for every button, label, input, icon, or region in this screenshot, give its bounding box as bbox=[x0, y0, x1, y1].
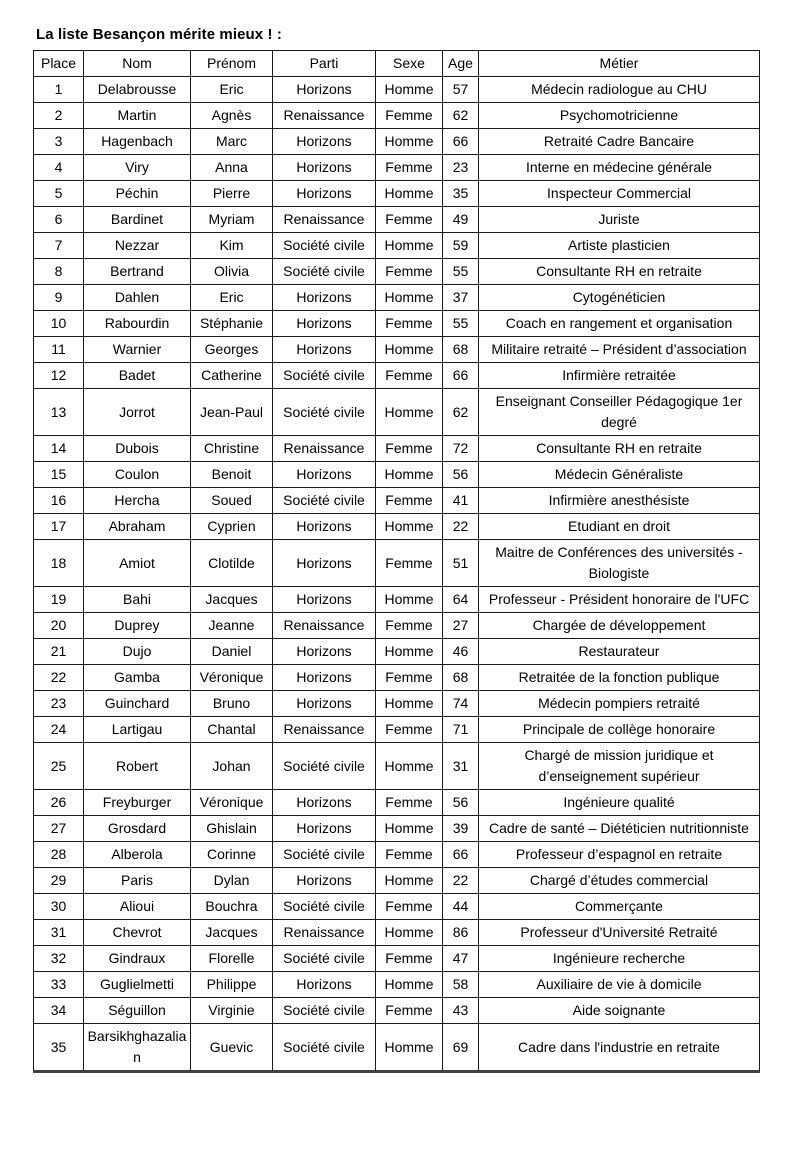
cell-sexe: Femme bbox=[376, 363, 443, 389]
cell-parti: Société civile bbox=[273, 998, 376, 1024]
cell-sexe: Homme bbox=[376, 181, 443, 207]
column-header-nom: Nom bbox=[84, 51, 191, 77]
cell-sexe: Femme bbox=[376, 488, 443, 514]
cell-metier: Etudiant en droit bbox=[479, 514, 760, 540]
cell-metier: Restaurateur bbox=[479, 639, 760, 665]
cell-age: 71 bbox=[443, 717, 479, 743]
cell-place: 31 bbox=[34, 920, 84, 946]
cell-prenom: Dylan bbox=[191, 868, 273, 894]
column-header-parti: Parti bbox=[273, 51, 376, 77]
cell-metier: Professeur d’espagnol en retraite bbox=[479, 842, 760, 868]
table-row bbox=[34, 363, 760, 389]
cell-place: 13 bbox=[34, 389, 84, 436]
table-row bbox=[34, 613, 760, 639]
cell-age: 47 bbox=[443, 946, 479, 972]
cell-parti: Société civile bbox=[273, 259, 376, 285]
cell-age: 39 bbox=[443, 816, 479, 842]
table-row bbox=[34, 665, 760, 691]
table-row bbox=[34, 285, 760, 311]
cell-place: 12 bbox=[34, 363, 84, 389]
cell-prenom: Catherine bbox=[191, 363, 273, 389]
cell-prenom: Anna bbox=[191, 155, 273, 181]
cell-nom: Dahlen bbox=[84, 285, 191, 311]
cell-prenom: Soued bbox=[191, 488, 273, 514]
cell-sexe: Homme bbox=[376, 337, 443, 363]
cell-age: 27 bbox=[443, 613, 479, 639]
cell-place: 7 bbox=[34, 233, 84, 259]
cell-age: 56 bbox=[443, 790, 479, 816]
cell-prenom: Daniel bbox=[191, 639, 273, 665]
cell-age: 59 bbox=[443, 233, 479, 259]
cell-parti: Horizons bbox=[273, 514, 376, 540]
cell-nom: Hagenbach bbox=[84, 129, 191, 155]
cell-nom: Lartigau bbox=[84, 717, 191, 743]
cell-parti: Horizons bbox=[273, 816, 376, 842]
table-row bbox=[34, 389, 760, 436]
table-row bbox=[34, 639, 760, 665]
cell-sexe: Femme bbox=[376, 717, 443, 743]
table-row bbox=[34, 894, 760, 920]
cell-age: 62 bbox=[443, 389, 479, 436]
cell-sexe: Homme bbox=[376, 77, 443, 103]
cell-place: 19 bbox=[34, 587, 84, 613]
cell-prenom: Bouchra bbox=[191, 894, 273, 920]
cell-age: 58 bbox=[443, 972, 479, 998]
cell-place: 10 bbox=[34, 311, 84, 337]
cell-metier: Chargé de mission juridique et d’enseignement supérieur bbox=[479, 743, 760, 790]
cell-parti: Horizons bbox=[273, 462, 376, 488]
table-row bbox=[34, 743, 760, 790]
cell-parti: Horizons bbox=[273, 639, 376, 665]
cell-sexe: Homme bbox=[376, 462, 443, 488]
cell-sexe: Homme bbox=[376, 691, 443, 717]
cell-metier: Cadre dans l'industrie en retraite bbox=[479, 1024, 760, 1072]
cell-metier: Retraitée de la fonction publique bbox=[479, 665, 760, 691]
cell-age: 49 bbox=[443, 207, 479, 233]
cell-place: 6 bbox=[34, 207, 84, 233]
cell-prenom: Marc bbox=[191, 129, 273, 155]
cell-metier: Psychomotricienne bbox=[479, 103, 760, 129]
cell-nom: Guglielmetti bbox=[84, 972, 191, 998]
cell-parti: Renaissance bbox=[273, 207, 376, 233]
table-body bbox=[34, 77, 760, 1072]
cell-metier: Coach en rangement et organisation bbox=[479, 311, 760, 337]
cell-place: 34 bbox=[34, 998, 84, 1024]
cell-place: 15 bbox=[34, 462, 84, 488]
cell-parti: Horizons bbox=[273, 972, 376, 998]
table-header-row bbox=[34, 51, 760, 77]
table-row bbox=[34, 259, 760, 285]
table-row bbox=[34, 998, 760, 1024]
cell-sexe: Femme bbox=[376, 540, 443, 587]
cell-parti: Horizons bbox=[273, 790, 376, 816]
cell-parti: Renaissance bbox=[273, 920, 376, 946]
cell-prenom: Ghislain bbox=[191, 816, 273, 842]
cell-parti: Société civile bbox=[273, 1024, 376, 1072]
cell-metier: Professeur - Président honoraire de l'UFC bbox=[479, 587, 760, 613]
cell-parti: Horizons bbox=[273, 665, 376, 691]
cell-prenom: Kim bbox=[191, 233, 273, 259]
cell-parti: Horizons bbox=[273, 129, 376, 155]
cell-sexe: Femme bbox=[376, 311, 443, 337]
page-title: La liste Besançon mérite mieux ! : bbox=[36, 26, 282, 43]
cell-metier: Médecin pompiers retraité bbox=[479, 691, 760, 717]
column-header-sexe: Sexe bbox=[376, 51, 443, 77]
cell-metier: Aide soignante bbox=[479, 998, 760, 1024]
cell-prenom: Jeanne bbox=[191, 613, 273, 639]
table-row bbox=[34, 514, 760, 540]
cell-nom: Séguillon bbox=[84, 998, 191, 1024]
cell-metier: Inspecteur Commercial bbox=[479, 181, 760, 207]
column-header-age: Age bbox=[443, 51, 479, 77]
cell-sexe: Homme bbox=[376, 514, 443, 540]
cell-prenom: Clotilde bbox=[191, 540, 273, 587]
cell-metier: Chargé d’études commercial bbox=[479, 868, 760, 894]
cell-sexe: Femme bbox=[376, 998, 443, 1024]
cell-parti: Société civile bbox=[273, 363, 376, 389]
cell-place: 32 bbox=[34, 946, 84, 972]
cell-metier: Ingénieure qualité bbox=[479, 790, 760, 816]
cell-place: 9 bbox=[34, 285, 84, 311]
cell-parti: Société civile bbox=[273, 894, 376, 920]
cell-age: 56 bbox=[443, 462, 479, 488]
cell-sexe: Homme bbox=[376, 972, 443, 998]
table-row bbox=[34, 717, 760, 743]
table-row bbox=[34, 868, 760, 894]
table-row bbox=[34, 1024, 760, 1072]
cell-metier: Militaire retraité – Président d’association bbox=[479, 337, 760, 363]
cell-place: 3 bbox=[34, 129, 84, 155]
table-row bbox=[34, 129, 760, 155]
cell-prenom: Eric bbox=[191, 77, 273, 103]
cell-nom: Freyburger bbox=[84, 790, 191, 816]
cell-sexe: Homme bbox=[376, 816, 443, 842]
cell-nom: Bertrand bbox=[84, 259, 191, 285]
column-header-metier: Métier bbox=[479, 51, 760, 77]
cell-parti: Société civile bbox=[273, 842, 376, 868]
table-row bbox=[34, 436, 760, 462]
cell-sexe: Homme bbox=[376, 639, 443, 665]
table-row bbox=[34, 233, 760, 259]
cell-age: 46 bbox=[443, 639, 479, 665]
cell-age: 68 bbox=[443, 665, 479, 691]
table-row bbox=[34, 488, 760, 514]
table-row bbox=[34, 816, 760, 842]
cell-age: 43 bbox=[443, 998, 479, 1024]
cell-metier: Consultante RH en retraite bbox=[479, 436, 760, 462]
cell-place: 20 bbox=[34, 613, 84, 639]
cell-age: 55 bbox=[443, 259, 479, 285]
cell-sexe: Femme bbox=[376, 436, 443, 462]
cell-parti: Renaissance bbox=[273, 717, 376, 743]
cell-age: 72 bbox=[443, 436, 479, 462]
table-row bbox=[34, 540, 760, 587]
table-row bbox=[34, 207, 760, 233]
cell-metier: Cytogénéticien bbox=[479, 285, 760, 311]
cell-nom: Coulon bbox=[84, 462, 191, 488]
cell-place: 18 bbox=[34, 540, 84, 587]
cell-sexe: Homme bbox=[376, 868, 443, 894]
cell-nom: Paris bbox=[84, 868, 191, 894]
cell-place: 27 bbox=[34, 816, 84, 842]
cell-age: 57 bbox=[443, 77, 479, 103]
cell-sexe: Femme bbox=[376, 894, 443, 920]
cell-age: 66 bbox=[443, 129, 479, 155]
cell-age: 69 bbox=[443, 1024, 479, 1072]
cell-nom: Robert bbox=[84, 743, 191, 790]
cell-age: 51 bbox=[443, 540, 479, 587]
cell-nom: Barsikhghazalian bbox=[84, 1024, 191, 1072]
cell-nom: Bardinet bbox=[84, 207, 191, 233]
cell-age: 22 bbox=[443, 868, 479, 894]
cell-prenom: Jacques bbox=[191, 587, 273, 613]
cell-metier: Professeur d'Université Retraité bbox=[479, 920, 760, 946]
cell-parti: Horizons bbox=[273, 155, 376, 181]
table-row bbox=[34, 946, 760, 972]
cell-place: 14 bbox=[34, 436, 84, 462]
column-header-place: Place bbox=[34, 51, 84, 77]
cell-nom: Alberola bbox=[84, 842, 191, 868]
cell-place: 1 bbox=[34, 77, 84, 103]
cell-nom: Jorrot bbox=[84, 389, 191, 436]
cell-parti: Société civile bbox=[273, 488, 376, 514]
cell-prenom: Eric bbox=[191, 285, 273, 311]
cell-parti: Horizons bbox=[273, 691, 376, 717]
cell-nom: Dubois bbox=[84, 436, 191, 462]
cell-sexe: Femme bbox=[376, 207, 443, 233]
cell-prenom: Georges bbox=[191, 337, 273, 363]
cell-parti: Société civile bbox=[273, 946, 376, 972]
cell-parti: Société civile bbox=[273, 233, 376, 259]
cell-sexe: Homme bbox=[376, 743, 443, 790]
cell-prenom: Jacques bbox=[191, 920, 273, 946]
cell-parti: Horizons bbox=[273, 311, 376, 337]
cell-age: 66 bbox=[443, 842, 479, 868]
cell-prenom: Virginie bbox=[191, 998, 273, 1024]
cell-metier: Infirmière retraitée bbox=[479, 363, 760, 389]
cell-place: 25 bbox=[34, 743, 84, 790]
cell-nom: Rabourdin bbox=[84, 311, 191, 337]
table-row bbox=[34, 155, 760, 181]
cell-nom: Warnier bbox=[84, 337, 191, 363]
cell-nom: Nezzar bbox=[84, 233, 191, 259]
cell-parti: Horizons bbox=[273, 587, 376, 613]
cell-nom: Duprey bbox=[84, 613, 191, 639]
cell-prenom: Christine bbox=[191, 436, 273, 462]
cell-age: 68 bbox=[443, 337, 479, 363]
cell-parti: Horizons bbox=[273, 337, 376, 363]
cell-parti: Horizons bbox=[273, 77, 376, 103]
cell-metier: Maitre de Conférences des universités - Biologiste bbox=[479, 540, 760, 587]
cell-age: 41 bbox=[443, 488, 479, 514]
column-header-prenom: Prénom bbox=[191, 51, 273, 77]
cell-prenom: Guevic bbox=[191, 1024, 273, 1072]
cell-sexe: Homme bbox=[376, 587, 443, 613]
cell-sexe: Homme bbox=[376, 285, 443, 311]
cell-nom: Badet bbox=[84, 363, 191, 389]
cell-age: 55 bbox=[443, 311, 479, 337]
table-row bbox=[34, 920, 760, 946]
cell-nom: Grosdard bbox=[84, 816, 191, 842]
cell-place: 21 bbox=[34, 639, 84, 665]
cell-metier: Consultante RH en retraite bbox=[479, 259, 760, 285]
cell-sexe: Femme bbox=[376, 613, 443, 639]
cell-prenom: Olivia bbox=[191, 259, 273, 285]
cell-metier: Juriste bbox=[479, 207, 760, 233]
cell-metier: Médecin Généraliste bbox=[479, 462, 760, 488]
cell-sexe: Homme bbox=[376, 389, 443, 436]
cell-sexe: Femme bbox=[376, 665, 443, 691]
cell-prenom: Jean-Paul bbox=[191, 389, 273, 436]
cell-prenom: Véronique bbox=[191, 790, 273, 816]
cell-nom: Hercha bbox=[84, 488, 191, 514]
cell-prenom: Philippe bbox=[191, 972, 273, 998]
cell-parti: Horizons bbox=[273, 285, 376, 311]
cell-metier: Infirmière anesthésiste bbox=[479, 488, 760, 514]
cell-age: 44 bbox=[443, 894, 479, 920]
cell-age: 64 bbox=[443, 587, 479, 613]
table-row bbox=[34, 181, 760, 207]
cell-parti: Renaissance bbox=[273, 103, 376, 129]
cell-place: 35 bbox=[34, 1024, 84, 1072]
cell-metier: Enseignant Conseiller Pédagogique 1er degré bbox=[479, 389, 760, 436]
cell-sexe: Homme bbox=[376, 129, 443, 155]
cell-age: 74 bbox=[443, 691, 479, 717]
cell-metier: Artiste plasticien bbox=[479, 233, 760, 259]
cell-metier: Commerçante bbox=[479, 894, 760, 920]
cell-place: 5 bbox=[34, 181, 84, 207]
cell-parti: Horizons bbox=[273, 868, 376, 894]
cell-parti: Renaissance bbox=[273, 436, 376, 462]
cell-metier: Retraité Cadre Bancaire bbox=[479, 129, 760, 155]
cell-metier: Chargée de développement bbox=[479, 613, 760, 639]
cell-place: 26 bbox=[34, 790, 84, 816]
table-row bbox=[34, 462, 760, 488]
table-row bbox=[34, 790, 760, 816]
cell-prenom: Johan bbox=[191, 743, 273, 790]
table-row bbox=[34, 587, 760, 613]
cell-place: 29 bbox=[34, 868, 84, 894]
cell-age: 35 bbox=[443, 181, 479, 207]
cell-prenom: Bruno bbox=[191, 691, 273, 717]
cell-prenom: Cyprien bbox=[191, 514, 273, 540]
cell-nom: Martin bbox=[84, 103, 191, 129]
cell-age: 22 bbox=[443, 514, 479, 540]
cell-sexe: Femme bbox=[376, 259, 443, 285]
cell-place: 23 bbox=[34, 691, 84, 717]
cell-metier: Ingénieure recherche bbox=[479, 946, 760, 972]
cell-age: 37 bbox=[443, 285, 479, 311]
cell-prenom: Florelle bbox=[191, 946, 273, 972]
cell-sexe: Homme bbox=[376, 233, 443, 259]
cell-nom: Péchin bbox=[84, 181, 191, 207]
cell-nom: Guinchard bbox=[84, 691, 191, 717]
table-row bbox=[34, 972, 760, 998]
cell-age: 62 bbox=[443, 103, 479, 129]
cell-nom: Amiot bbox=[84, 540, 191, 587]
cell-nom: Viry bbox=[84, 155, 191, 181]
cell-parti: Société civile bbox=[273, 389, 376, 436]
cell-age: 86 bbox=[443, 920, 479, 946]
cell-place: 4 bbox=[34, 155, 84, 181]
cell-nom: Gamba bbox=[84, 665, 191, 691]
table-row bbox=[34, 103, 760, 129]
table-row bbox=[34, 337, 760, 363]
cell-sexe: Femme bbox=[376, 946, 443, 972]
cell-prenom: Pierre bbox=[191, 181, 273, 207]
cell-place: 30 bbox=[34, 894, 84, 920]
cell-sexe: Femme bbox=[376, 790, 443, 816]
cell-place: 8 bbox=[34, 259, 84, 285]
cell-prenom: Stéphanie bbox=[191, 311, 273, 337]
cell-prenom: Agnès bbox=[191, 103, 273, 129]
candidates-table bbox=[33, 50, 760, 1073]
cell-parti: Horizons bbox=[273, 181, 376, 207]
table-row bbox=[34, 311, 760, 337]
cell-nom: Alioui bbox=[84, 894, 191, 920]
cell-sexe: Femme bbox=[376, 842, 443, 868]
cell-sexe: Homme bbox=[376, 920, 443, 946]
cell-age: 31 bbox=[443, 743, 479, 790]
cell-parti: Horizons bbox=[273, 540, 376, 587]
cell-metier: Auxiliaire de vie à domicile bbox=[479, 972, 760, 998]
cell-place: 28 bbox=[34, 842, 84, 868]
cell-prenom: Chantal bbox=[191, 717, 273, 743]
cell-nom: Abraham bbox=[84, 514, 191, 540]
cell-place: 33 bbox=[34, 972, 84, 998]
cell-sexe: Femme bbox=[376, 103, 443, 129]
table-row bbox=[34, 691, 760, 717]
cell-nom: Chevrot bbox=[84, 920, 191, 946]
cell-metier: Principale de collège honoraire bbox=[479, 717, 760, 743]
cell-nom: Delabrousse bbox=[84, 77, 191, 103]
table-row bbox=[34, 77, 760, 103]
cell-prenom: Myriam bbox=[191, 207, 273, 233]
table-row bbox=[34, 842, 760, 868]
cell-prenom: Benoit bbox=[191, 462, 273, 488]
cell-sexe: Homme bbox=[376, 1024, 443, 1072]
cell-parti: Société civile bbox=[273, 743, 376, 790]
cell-age: 23 bbox=[443, 155, 479, 181]
cell-place: 17 bbox=[34, 514, 84, 540]
cell-metier: Médecin radiologue au CHU bbox=[479, 77, 760, 103]
cell-place: 16 bbox=[34, 488, 84, 514]
cell-place: 24 bbox=[34, 717, 84, 743]
cell-place: 2 bbox=[34, 103, 84, 129]
cell-sexe: Femme bbox=[376, 155, 443, 181]
cell-nom: Dujo bbox=[84, 639, 191, 665]
cell-metier: Interne en médecine générale bbox=[479, 155, 760, 181]
cell-age: 66 bbox=[443, 363, 479, 389]
cell-prenom: Corinne bbox=[191, 842, 273, 868]
cell-nom: Gindraux bbox=[84, 946, 191, 972]
cell-place: 11 bbox=[34, 337, 84, 363]
cell-parti: Renaissance bbox=[273, 613, 376, 639]
cell-metier: Cadre de santé – Diététicien nutritionniste bbox=[479, 816, 760, 842]
cell-prenom: Véronique bbox=[191, 665, 273, 691]
cell-nom: Bahi bbox=[84, 587, 191, 613]
cell-place: 22 bbox=[34, 665, 84, 691]
